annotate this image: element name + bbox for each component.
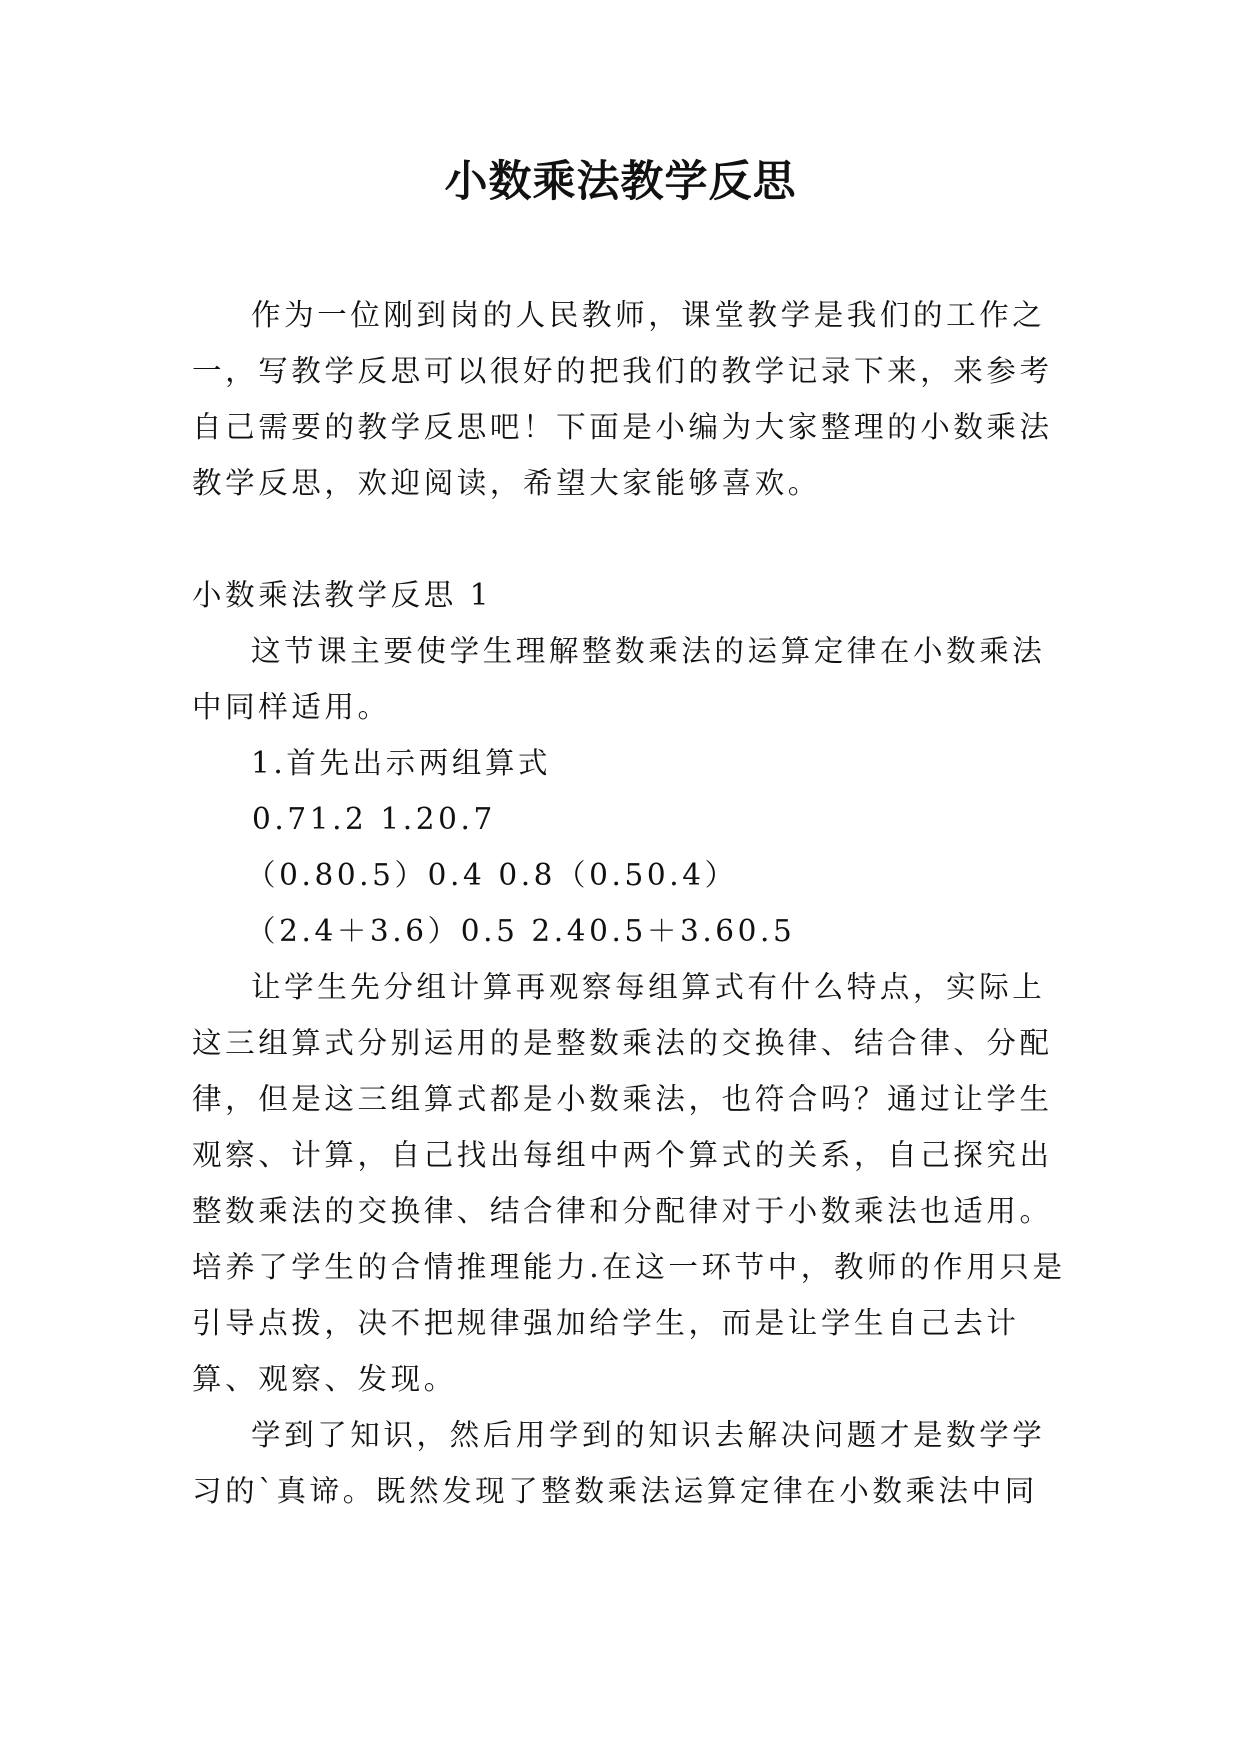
section-paragraph-1: 这节课主要使学生理解整数乘法的运算定律在小数乘法中同样适用。 bbox=[192, 634, 1046, 724]
intro-paragraph: 作为一位刚到岗的人民教师，课堂教学是我们的工作之一，写教学反思可以很好的把我们的教学记录下来，来参考自己需要的教学反思吧！下面是小编为大家整理的小数乘法教学反思，欢迎阅读，希望大家能够喜欢。 bbox=[192, 298, 1053, 500]
formula-line-3: （2.4＋3.6）0.5 2.40.5＋3.60.5 bbox=[246, 914, 796, 948]
section-paragraph-2: 让学生先分组计算再观察每组算式有什么特点，实际上这三组算式分别运用的是整数乘法的交换律、结合律、分配律，但是这三组算式都是小数乘法，也符合吗？通过让学生观察、计算，自己找出每组中两个算式的关系，自己探究出整数乘法的交换律、结合律和分配律对于小数乘法也适用。培养了学生的合情推理能力.在这一环节中，教师的作用只是引导点拨，决不把规律强加给学生，而是让学生自己去计算、观察、发现。 bbox=[192, 970, 1066, 1396]
section-paragraph-3: 学到了知识，然后用学到的知识去解决问题才是数学学习的`真谛。既然发现了整数乘法运算定律在小数乘法中同 bbox=[192, 1418, 1046, 1508]
section-heading: 小数乘法教学反思 1 bbox=[192, 578, 493, 612]
document-body bbox=[192, 287, 1072, 1519]
document-title: 小数乘法教学反思 bbox=[444, 157, 797, 207]
formula-line-2: （0.80.5）0.4 0.8（0.50.4） bbox=[246, 858, 738, 892]
step-1-line: 1.首先出示两组算式 bbox=[251, 746, 552, 780]
formula-line-1: 0.71.2 1.20.7 bbox=[252, 802, 496, 836]
paragraph-spacer bbox=[192, 511, 1072, 567]
